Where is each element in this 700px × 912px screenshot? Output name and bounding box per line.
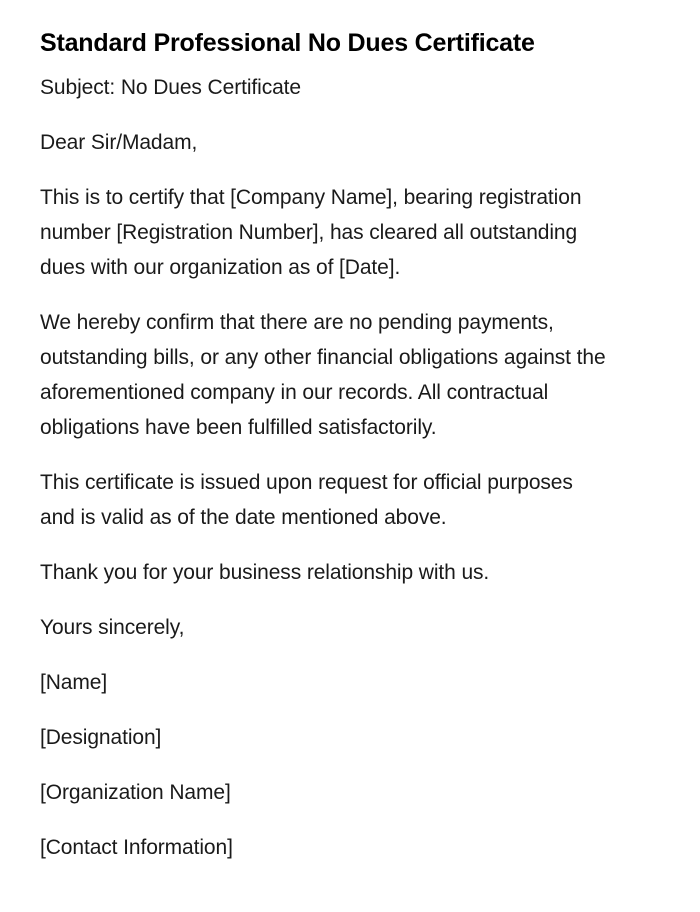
text-line: dues with our organization as of [Date]. xyxy=(40,256,401,279)
subject-line xyxy=(40,70,660,105)
signature-text: [Organization Name] xyxy=(40,781,231,804)
text-line: This certificate is issued upon request for official purposes xyxy=(40,471,573,494)
signature-contact-placeholder xyxy=(40,830,660,865)
signature-designation-placeholder xyxy=(40,720,660,755)
text-line: aforementioned company in our records. All contractual xyxy=(40,381,549,404)
signature-text: [Contact Information] xyxy=(40,836,233,859)
text-line: We hereby confirm that there are no pending payments, xyxy=(40,311,554,334)
signature-text: [Name] xyxy=(40,671,108,694)
paragraph-validity xyxy=(40,465,660,535)
salutation xyxy=(40,125,660,160)
subject-text: Subject: No Dues Certificate xyxy=(40,76,301,99)
signature-text: [Designation] xyxy=(40,726,162,749)
text-line: obligations have been fulfilled satisfactorily. xyxy=(40,416,437,439)
paragraph-thanks xyxy=(40,555,660,590)
closing-text: Yours sincerely, xyxy=(40,616,185,639)
closing-line xyxy=(40,610,660,645)
document-title: Standard Professional No Dues Certificate xyxy=(40,29,535,57)
paragraph-certification xyxy=(40,180,660,285)
signature-name-placeholder xyxy=(40,665,660,700)
text-line: Thank you for your business relationship with us. xyxy=(40,561,490,584)
paragraph-confirmation xyxy=(40,305,660,445)
text-line: This is to certify that [Company Name], bearing registration xyxy=(40,186,582,209)
text-line: and is valid as of the date mentioned above. xyxy=(40,506,447,529)
text-line: outstanding bills, or any other financial obligations against the xyxy=(40,346,606,369)
signature-organization-placeholder xyxy=(40,775,660,810)
salutation-text: Dear Sir/Madam, xyxy=(40,131,198,154)
text-line: number [Registration Number], has cleared all outstanding xyxy=(40,221,578,244)
